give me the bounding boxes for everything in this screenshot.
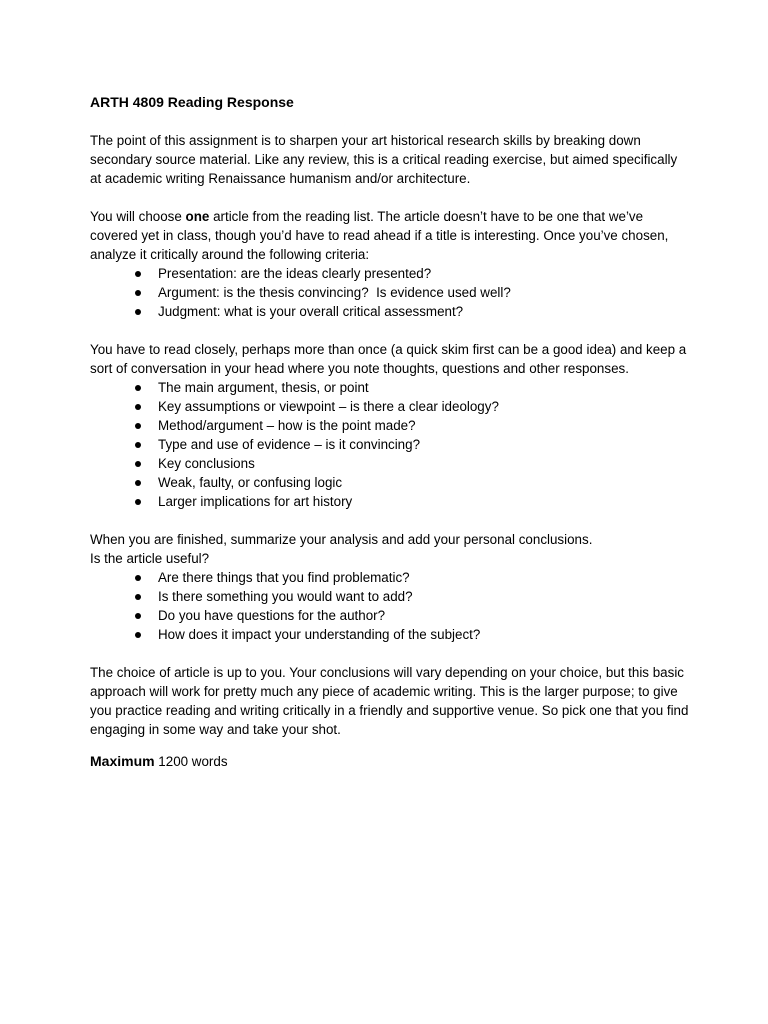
bullet-icon [135,613,141,619]
list-item [90,454,690,473]
criteria-list [90,264,690,321]
closing-paragraph: The choice of article is up to you. Your conclusions will vary depending on your choice, but this basic approach will work for pretty much any piece of academic writing. This is the larger purpose; to give you practice reading and writing critically in a friendly and supportive venue. So pick one that you find engaging in some way and take your shot. [90,665,689,737]
list-item-text: Key assumptions or viewpoint – is there a clear ideology? [158,399,499,414]
word-limit [90,752,690,771]
list-item [90,606,690,625]
bullet-icon [135,575,141,581]
list-item [90,416,690,435]
choose-emphasis: one [185,209,210,224]
document-title: ARTH 4809 Reading Response [90,94,294,110]
bullet-icon [135,423,141,429]
paragraph-gap [90,321,690,340]
list-item-text: Is there something you would want to add? [158,589,413,604]
word-limit-label: Maximum [90,753,155,769]
list-item [90,568,690,587]
list-item [90,473,690,492]
list-item [90,397,690,416]
list-item [90,492,690,511]
list-item [90,302,690,321]
list-item-text: Larger implications for art history [158,494,353,509]
read-closely-paragraph: You have to read closely, perhaps more than once (a quick skim first can be a good idea) and keep a sort of conversation in your head where you note thoughts, questions and other responses. [90,342,687,376]
list-item [90,264,690,283]
paragraph-gap [90,188,690,207]
list-item-text: Method/argument – how is the point made? [158,418,416,433]
bullet-icon [135,594,141,600]
list-item-text: Presentation: are the ideas clearly presented? [158,266,432,281]
document-page [90,93,690,771]
bullet-icon [135,632,141,638]
list-item-text: Type and use of evidence – is it convincing? [158,437,421,452]
bullet-icon [135,404,141,410]
choose-text-before: You will choose [90,209,186,224]
list-item-text: The main argument, thesis, or point [158,380,369,395]
list-item [90,587,690,606]
notes-list [90,378,690,511]
paragraph-gap [90,511,690,530]
bullet-icon [135,290,141,296]
paragraph-gap [90,644,690,663]
bullet-icon [135,271,141,277]
bullet-icon [135,442,141,448]
choose-paragraph [90,207,690,264]
list-item-text: Judgment: what is your overall critical assessment? [158,304,464,319]
questions-list [90,568,690,644]
bullet-icon [135,309,141,315]
list-item-text: How does it impact your understanding of the subject? [158,627,481,642]
list-item-text: Do you have questions for the author? [158,608,386,623]
list-item [90,435,690,454]
intro-paragraph: The point of this assignment is to sharpen your art historical research skills by breaking down secondary source material. Like any review, this is a critical reading exercise, but aimed specifically at academic writing Renaissance humanism and/or architecture. [90,133,678,186]
list-item-text: Key conclusions [158,456,255,471]
word-limit-value: 1200 words [154,754,228,769]
bullet-icon [135,480,141,486]
bullet-icon [135,461,141,467]
summary-line-1: When you are finished, summarize your analysis and add your personal conclusions. [90,532,593,547]
list-item [90,625,690,644]
bullet-icon [135,385,141,391]
list-item-text: Weak, faulty, or confusing logic [158,475,343,490]
choose-text-after: article from the reading list. The article doesn’t have to be one that we’ve covered yet in class, though you’d have to read ahead if a title is interesting. Once you’ve chosen, analyze it critically around the following criteria: [90,209,669,262]
list-item-text: Argument: is the thesis convincing? Is evidence used well? [158,285,511,300]
summary-line-2: Is the article useful? [90,551,210,566]
bullet-icon [135,499,141,505]
list-item [90,283,690,302]
list-item [90,378,690,397]
list-item-text: Are there things that you find problematic? [158,570,410,585]
